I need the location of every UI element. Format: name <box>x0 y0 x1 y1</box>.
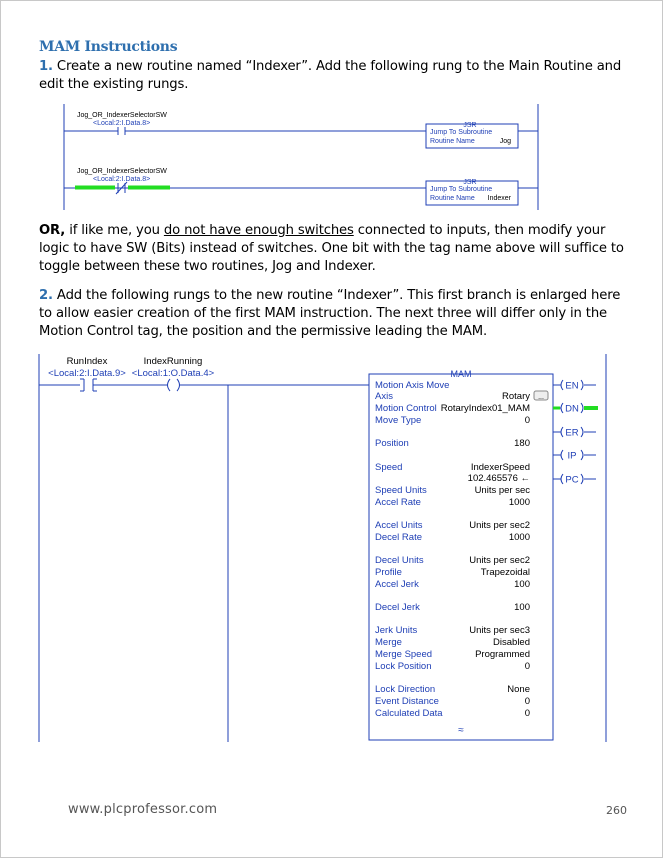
rung2-param-value: Indexer <box>487 195 511 202</box>
output-bit-label: DN <box>565 403 579 415</box>
mam-coil-tag: IndexRunning <box>143 356 203 367</box>
mam-instruction-block[interactable] <box>369 369 553 740</box>
note-underlined: do not have enough switches <box>163 223 354 238</box>
output-bit-pc <box>553 474 596 486</box>
mam-instr-name: MAM <box>450 369 472 379</box>
mam-param-label: Accel Rate <box>375 497 421 508</box>
rung1-jsr-title: Jump To Subroutine <box>430 129 493 136</box>
rung2-param-label: Routine Name <box>430 195 475 202</box>
mam-param-value[interactable]: 0 <box>524 661 530 672</box>
mam-param-value[interactable]: 0 <box>524 696 530 707</box>
mam-param-label: Profile <box>375 567 402 578</box>
mam-param-label: Speed Units <box>375 485 427 496</box>
mam-param-label: Accel Units <box>375 520 423 531</box>
mam-param-value[interactable]: 1000 <box>508 532 530 543</box>
note-lead: OR, <box>39 223 66 238</box>
svg-text:...: ... <box>538 394 544 401</box>
mam-param-value[interactable]: Programmed <box>475 649 530 660</box>
mam-ote-coil[interactable] <box>168 379 180 391</box>
rung1-jsr-name: JSR <box>463 122 477 129</box>
mam-param-value[interactable]: Rotary <box>502 391 530 402</box>
mam-param-label: Motion Control <box>375 403 437 414</box>
mam-param-label: Axis <box>375 391 393 402</box>
output-bit-er <box>553 427 596 439</box>
step-1-text: Create a new routine named “Indexer”. Add the following rung to the Main Routine and edit the existing rungs. <box>39 59 622 92</box>
rung1-address: <Local:2:I.Data.8> <box>93 120 151 127</box>
mam-param-label: Decel Jerk <box>375 602 420 613</box>
output-bit-label: IP <box>567 450 577 462</box>
mam-param-value[interactable]: Units per sec <box>474 485 530 496</box>
mam-param-label: Position <box>375 438 409 449</box>
mam-param-value[interactable]: RotaryIndex01_MAM <box>440 403 530 414</box>
mam-param-label: Merge <box>375 637 402 648</box>
output-bit-ip <box>553 450 596 462</box>
mam-param-value[interactable]: 100 <box>514 602 530 613</box>
mam-param-label: Merge Speed <box>375 649 433 660</box>
mam-outputs <box>553 380 598 486</box>
mam-param-value[interactable]: 0 <box>524 708 530 719</box>
mam-param-value[interactable]: 102.465576 ← <box>467 473 530 484</box>
footer-url: www.plcprofessor.com <box>68 802 218 817</box>
output-bit-label: EN <box>565 380 579 392</box>
mam-param-value[interactable]: Units per sec2 <box>469 555 530 566</box>
mam-contact-tag: RunIndex <box>66 356 108 367</box>
mam-param-value[interactable]: Units per sec3 <box>469 625 530 636</box>
mam-param-value[interactable]: 0 <box>524 415 530 426</box>
mam-param-value[interactable]: None <box>507 684 530 695</box>
rung1-param-value: Jog <box>499 138 511 145</box>
mam-instr-title: Motion Axis Move <box>375 380 450 391</box>
mam-param-label: Lock Direction <box>375 684 436 695</box>
mam-param-value[interactable]: IndexerSpeed <box>470 462 530 473</box>
rung2-tag: Jog_OR_IndexerSelectorSW <box>77 168 167 175</box>
page-number: 260 <box>606 804 627 817</box>
mam-param-label: Decel Units <box>375 555 424 566</box>
rung1-param-label: Routine Name <box>430 138 475 145</box>
step-1-number: 1. <box>39 59 53 74</box>
mam-param-label: Jerk Units <box>375 625 418 636</box>
axis-browse-button[interactable] <box>534 391 548 401</box>
mam-param-label: Lock Position <box>375 661 432 672</box>
note-part2: connected to inputs, then modify your logic to have SW (Bits) instead of switches. One bit with the tag name above will suffice to toggle between these two routines, Jog and Indexer. <box>39 223 624 274</box>
mam-param-label: Accel Jerk <box>375 579 419 590</box>
output-bit-dn <box>553 403 598 415</box>
step-2-number: 2. <box>39 288 53 303</box>
section-heading: MAM Instructions <box>39 39 178 55</box>
mam-param-label: Move Type <box>375 415 422 426</box>
rung1-tag: Jog_OR_IndexerSelectorSW <box>77 112 167 119</box>
rung2-jsr-title: Jump To Subroutine <box>430 186 493 193</box>
mam-coil-address: <Local:1:O.Data.4> <box>131 368 215 379</box>
mam-param-label: Decel Rate <box>375 532 422 543</box>
rung2-jsr-name: JSR <box>463 179 477 186</box>
output-bit-en <box>553 380 596 392</box>
mam-param-value[interactable]: Units per sec2 <box>469 520 530 531</box>
mam-param-label: Speed <box>375 462 403 473</box>
mam-param-value[interactable]: 1000 <box>508 497 530 508</box>
mam-contact-address: <Local:2:I.Data.9> <box>48 368 126 379</box>
mam-param-label: Calculated Data <box>375 708 443 719</box>
step-2-text: Add the following rungs to the new routine “Indexer”. This first branch is enlarged here to allow easier creation of the first MAM instruction. The next three will differ only in the Motion Control tag, the position and the permissive leading the MAM. <box>39 288 621 339</box>
collapse-icon[interactable]: ≈ <box>458 725 464 736</box>
output-bit-label: PC <box>565 474 579 486</box>
mam-param-label: Event Distance <box>375 696 439 707</box>
rung2-address: <Local:2:I.Data.8> <box>93 176 151 183</box>
mam-param-value[interactable]: 180 <box>514 438 530 449</box>
mam-param-value[interactable]: Disabled <box>493 637 530 648</box>
mam-param-value[interactable]: Trapezoidal <box>480 567 530 578</box>
output-bit-label: ER <box>565 427 579 439</box>
mam-param-value[interactable]: 100 <box>514 579 530 590</box>
note-part1: if like me, you <box>65 223 164 238</box>
